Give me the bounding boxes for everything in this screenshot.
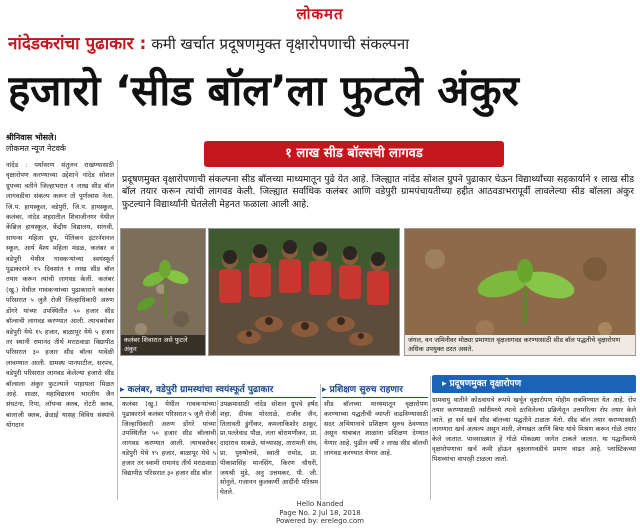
kicker-text: कमी खर्चात प्रदूषणमुक्त वृक्षारोपणाची संकल्पना bbox=[151, 35, 410, 53]
subhead-training: ▸ प्रशिक्षण सुरुच राहणार bbox=[322, 382, 428, 398]
footer bbox=[0, 500, 640, 528]
masthead bbox=[0, 0, 640, 28]
footer-powered: Powered by: erelego.com bbox=[275, 517, 364, 525]
children-illustration bbox=[209, 229, 400, 356]
footer-source: Hello Nanded bbox=[296, 500, 344, 508]
photo-seedling bbox=[120, 228, 206, 356]
column-divider bbox=[320, 384, 321, 500]
left-column-text: नांदेड : पर्यावरण संतुलन राखण्यासाठी वृक्षारोपण करण्याच्या उद्देशाने नांदेड सोशल ग्रुपच्या वतीने जिल्हाभरात १ लाख सीड बॉल लागवडीचा संकल्प करून तो पूर्णत्वास नेला. जि.प. हायस्कूल, वडेपुरी, जि.प. हायस्कूल, कलंबर, नांदेड शहरातील शिवाजीनगर येथील केंब्रिज हायस्कूल, केंद्रीय विद्यालय, सांगवी, सायन्स महिला ग्रुप, पेलिकन इंटरनॅशनल स्कूल, आर्य वैश्य महिला मंडळ, कलंबर व वडेपुरी येथील गावकऱ्यांच्या स्वयंस्फूर्त पुढाकाराने १५ दिवसांत १ लाख सीड बॉल तयार करून त्यांची लागवड केली. कलंबर (खु.) येथील गावकऱ्यांच्या पुढाकाराने कलंबर परिसरात ५ जुलै रोजी जिल्हाधिकारी अरुण डोंगरे यांच्या उपस्थितीत ५० हजार सीड बॉल्सची लागवड करण्यात आली. त्याचबरोबर वडेपुरी येथे १५ हजार, बाळापूर येथे ५ हजार तर स्थानी रामानंद तीर्थ मराठवाडा विद्यापीठ परिसरात ३० हजार सीड बॉल्स यावेळी लावण्यात आली. ग्रामस्थ पानपाटील, सरपंच, वडेपुरी परिसरात लागवड केलेल्या हजारो सीड बॉल्सला अंकुर फुटल्याने पाहायला मिळत आहे. शाळा, महाविद्यालय भारतीय जैन संघटना, रिपा, लॉयन्स क्लब, रोटरी क्लब, बालाजी क्लब, क्रेडाई यासह विविध संस्थांचे योगदान bbox=[6, 161, 114, 430]
byline bbox=[6, 132, 114, 154]
kicker-label: नांदेडकरांचा पुढाकार : bbox=[8, 34, 147, 54]
photo-caption: जंगल, वन जमिनीवर मोठ्या प्रमाणात वृक्षलागवड करण्यासाठी सीड बॉल पद्धतीचे वृक्षारोपण अधिक उपयुक्त ठरत असते. bbox=[405, 335, 635, 355]
column-text-d: ग्रामवायु वातीने कोठवायचे रूपये खर्चून वृक्षारोपण मोहीम राबविण्यात येत आहे. रोप तयार करण्यासाठी नर्सरीमध्ये त्याचे ठरविलेल्या प्रक्रियेतून उत्तमरित्या रोप तयार केले जाते. हा सर्व खर्च सीड बॉलच्या पद्धतीने टाळता येतो. सीड बॉल तयार करण्यासाठी लागणारा खर्च अत्यल्प असून माती, शेणखत आणि बिया यांचे मिश्रण करून गोळे तयार केले जातात. पावसाळ्यात हे गोळे मोकळ्या जागेत टाकले जातात. या पद्धतीमध्ये वृक्षारोपणाचा खर्च कमी होऊन वृक्षलागवडीचे प्रमाण वाढत आहे. प्लास्टिकच्या पिशव्यांचा वापरही टाळला जातो. bbox=[432, 396, 636, 463]
kicker bbox=[8, 31, 632, 57]
photo-caption: कलंबर शिवारात असे फुटले अंकुर bbox=[121, 335, 205, 355]
footer-page: Page No. 2 Jul 18, 2018 bbox=[279, 508, 361, 517]
photo-children bbox=[208, 228, 400, 356]
intro-paragraph: प्रदूषणमुक्त वृक्षारोपणाची संकल्पना सीड बॉलच्या माध्यमातून पुढे येत आहे. जिल्ह्यात नांदेड सोशल ग्रुपने पुढाकार घेऊन विद्यार्थ्यांच्या सहकार्याने १ लाख सीड बॉल तयार करून त्यांची लागवड केली. जिल्ह्यात सर्वाधिक कलंबर आणि वडेपुरी ग्रामपंचायतीच्या हद्दीत आठवडाभरापूर्वी लावलेल्या सीड बॉलला अंकुर फुटल्याने विद्यार्थ्यांनी घेतलेली मेहनत फळाला आली आहे. bbox=[122, 174, 634, 210]
headline: हजारो ‘सीड बॉल’ला फुटले अंकुर bbox=[8, 66, 519, 115]
column-text-b: उपक्रमासाठी नांदेड सोशल ग्रुपचे हर्षद शहा, दीपक मोरताळे, राजीव जैन, तिलावती डुंगीकर, कमलाकिशोर ठाकूर, प्रा.पल्लेवाड पौळ, लता बोरामणीकर, प्रा. दादाराव साबळे, यांच्यासह, तारामती संघ, प्रा. पुरुषोत्तमे, स्वाती रामोड, प्रा. पीकाशसिंह मानसिंग, किरण चौधरी, जयश्री मुंडे, अनु उत्तमकर, पी. जी. सोनुले, गजानन कुलकर्णी आदींनी परिश्रम घेतले. bbox=[220, 400, 318, 497]
column-divider bbox=[117, 160, 118, 500]
column-divider bbox=[217, 400, 218, 500]
subhead-villagers-initiative: ▸ कलंबर, वडेपुरी ग्रामस्थांचा स्वयंस्फूर्त पुढाकार bbox=[120, 382, 316, 398]
column-text-c: सीड बॉलच्या माध्यमातून वृक्षारोपण करण्याच्या पद्धतीची व्याप्ती वाढविण्यासाठी सदर अभियानाचे प्रशिक्षण सुरुच ठेवण्यात असून याबाबत शाळांना प्रशिक्षण देण्यात येणार आहे. पुढील वर्षी २ लाख सीड बॉलची लागवड करण्यात येणार आहे. bbox=[324, 400, 428, 457]
banner: १ लाख सीड बॉल्सची लागवड bbox=[204, 141, 504, 167]
subhead-pollution-free-plantation: ▸ प्रदूषणमुक्त वृक्षारोपण bbox=[432, 375, 636, 393]
byline-name: श्रीनिवास भोसले। bbox=[6, 133, 57, 142]
photo-sprout bbox=[404, 228, 636, 356]
newspaper-logo: लोकमत bbox=[296, 5, 344, 23]
column-text-a: कलंबर (खु.) येथील गावकऱ्यांच्या पुढाकाराने कलंबर परिसरात ५ जुलै रोजी जिल्हाधिकारी अरुण डोंगरे यांच्या उपस्थितीत ५० हजार सीड बॉल्सची लागवड करण्यात आली. त्याचबरोबर वडेपुरी येथे १५ हजार, बाळापूर येथे ५ हजार तर स्वामी रामानंद तीर्थ मराठवाडा विद्यापीठ परिसरात ३० हजार सीड बॉल bbox=[122, 400, 216, 477]
byline-outlet: लोकमत न्यूज नेटवर्क bbox=[6, 144, 67, 153]
column-divider bbox=[430, 376, 431, 500]
